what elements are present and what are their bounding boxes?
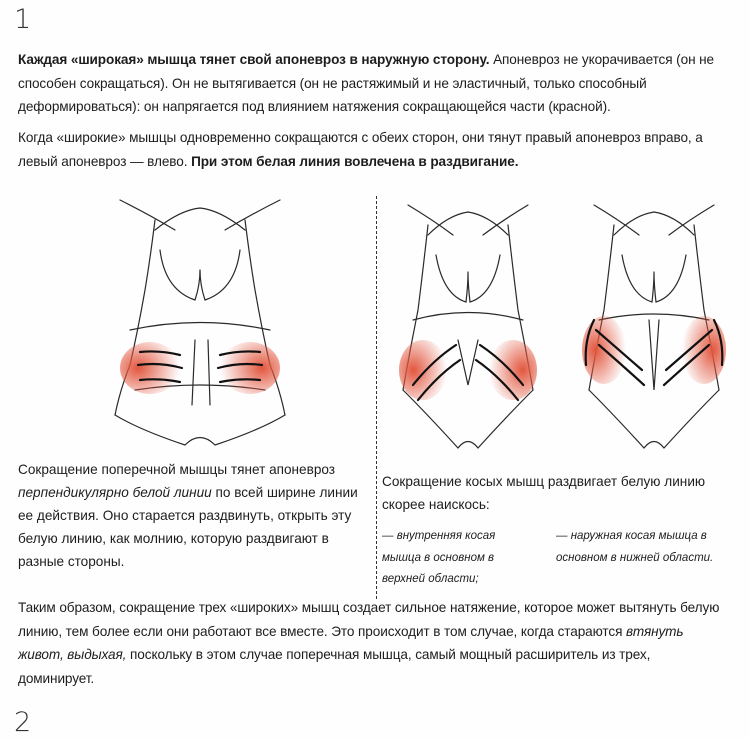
caption-left-t2: по всей ширине линии ее действия. Оно старается раздвинуть, открыть эту белую линию, как молнию, которую раздвигают в разные стороны. (18, 485, 358, 569)
second-bold: При этом белая линия вовлечена в раздвигание. (191, 153, 519, 169)
caption-internal-oblique: — внутренняя косая мышца в основном в верхней области; (382, 530, 496, 585)
column-divider (376, 196, 377, 599)
intro-rest: Апоневроз не укорачивается (он не способен сокращаться). Он не вытягивается (он не растяжимый и не эластичный, только способный деформироваться): он напрягается под влиянием натяжения сокращающейся части (красной). (18, 52, 715, 114)
second-paragraph (18, 126, 730, 173)
caption-transverse (18, 458, 360, 573)
page-number-bottom: 2 (14, 707, 32, 738)
figure-internal-oblique (388, 190, 548, 452)
conclusion-t1: Таким образом, сокращение трех «широких» мышц создает сильное натяжение, которое может вытянуть белую линию, тем более если они работают все вместе. Это происходит в том случае, когда стараются (18, 600, 720, 639)
caption-obliques: Сокращение косых мышц раздвигает белую линию скорее наискось: (382, 474, 706, 512)
caption-left-italic: перпендикулярно белой линии (18, 485, 212, 500)
conclusion-italic: втянуть живот, выдыхая, (18, 623, 684, 662)
intro-bold-lead: Каждая «широкая» мышца тянет свой апоневроз в наружную сторону. (18, 52, 490, 67)
caption-left-t1: Сокращение поперечной мышцы тянет апоневроз (18, 462, 336, 477)
caption-external-oblique: — наружная косая мышца в основном в нижней области. (556, 530, 714, 564)
intro-paragraph (18, 48, 730, 119)
figure-external-oblique (574, 190, 734, 452)
conclusion-t2: поскольку в этом случае поперечная мышца, самый мощный расширитель из трех, доминирует. (18, 647, 651, 686)
second-text: Когда «широкие» мышцы одновременно сокращаются с обеих сторон, они тянут правый апоневроз вправо, а левый апоневроз — влево. (18, 130, 703, 169)
conclusion-paragraph (18, 596, 730, 690)
page-number-top: 1 (14, 4, 32, 35)
figure-transverse-muscle (100, 190, 300, 452)
